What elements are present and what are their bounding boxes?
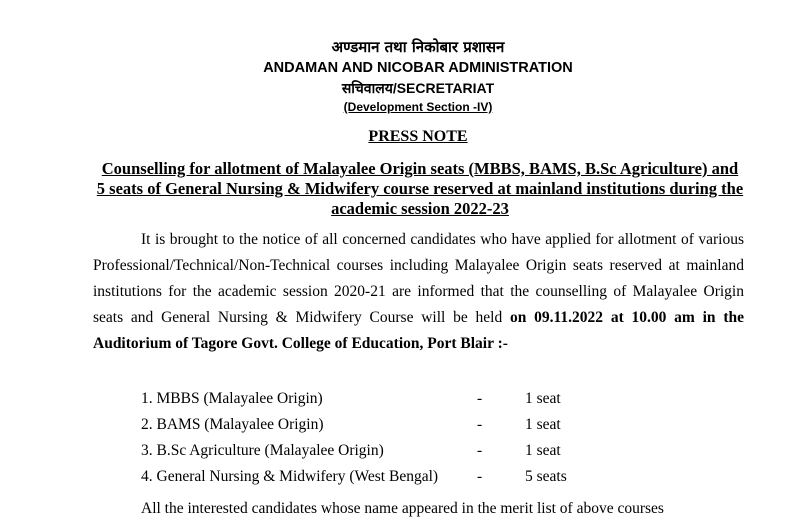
item-number: 3. bbox=[141, 442, 153, 459]
seat-count: 5 seats bbox=[525, 468, 567, 485]
seat-count: 1 seat bbox=[525, 442, 561, 459]
course-name: General Nursing & Midwifery (West Bengal) bbox=[156, 468, 439, 485]
seat-list bbox=[141, 386, 641, 490]
separator-dash: - bbox=[477, 390, 483, 407]
seat-count: 1 seat bbox=[525, 390, 561, 407]
hindi-title: अण्डमान तथा निकोबार प्रशासन bbox=[331, 38, 505, 56]
secretariat-title: सचिवालय/SECRETARIAT bbox=[341, 80, 495, 96]
course-name: B.Sc Agriculture (Malayalee Origin) bbox=[156, 442, 384, 459]
course-name: BAMS (Malayalee Origin) bbox=[156, 416, 324, 433]
separator-dash: - bbox=[477, 442, 483, 459]
separator-dash: - bbox=[477, 416, 483, 433]
press-note-heading: PRESS NOTE bbox=[368, 128, 468, 145]
list-item bbox=[141, 438, 641, 464]
section-label: (Development Section -IV) bbox=[343, 100, 493, 114]
course-name: MBBS (Malayalee Origin) bbox=[156, 390, 323, 407]
administration-title: ANDAMAN AND NICOBAR ADMINISTRATION bbox=[263, 60, 573, 76]
separator-dash: - bbox=[477, 468, 483, 485]
item-number: 2. bbox=[141, 416, 153, 433]
item-number: 1. bbox=[141, 390, 153, 407]
list-item bbox=[141, 412, 641, 438]
body-paragraph bbox=[93, 227, 744, 357]
paragraph-text: It is brought to the notice of all concerned candidates who have applied for allotment of various Professional/Technical/Non-Technical courses including Malayalee Origin seats reserved at mainland institutions for the academic session 2020-21 are informed that the counselling of Malayalee Origin seats and General Nursing & Midwifery Course will be held bbox=[93, 231, 744, 326]
seat-count: 1 seat bbox=[525, 416, 561, 433]
trailing-paragraph: All the interested candidates whose name appeared in the merit list of above courses bbox=[141, 500, 664, 517]
item-number: 4. bbox=[141, 468, 153, 485]
list-item bbox=[141, 386, 641, 412]
list-item bbox=[141, 464, 641, 490]
subject-heading: Counselling for allotment of Malayalee Origin seats (MBBS, BAMS, B.Sc Agriculture) and 5 seats of General Nursing & Midwifery course reserved at mainland institutions during the academic session 2022-23 bbox=[96, 159, 744, 218]
counselling-date-venue: on 09.11.2022 at 10.00 am in the Auditorium of Tagore Govt. College of Education, Port Blair :- bbox=[93, 309, 744, 352]
